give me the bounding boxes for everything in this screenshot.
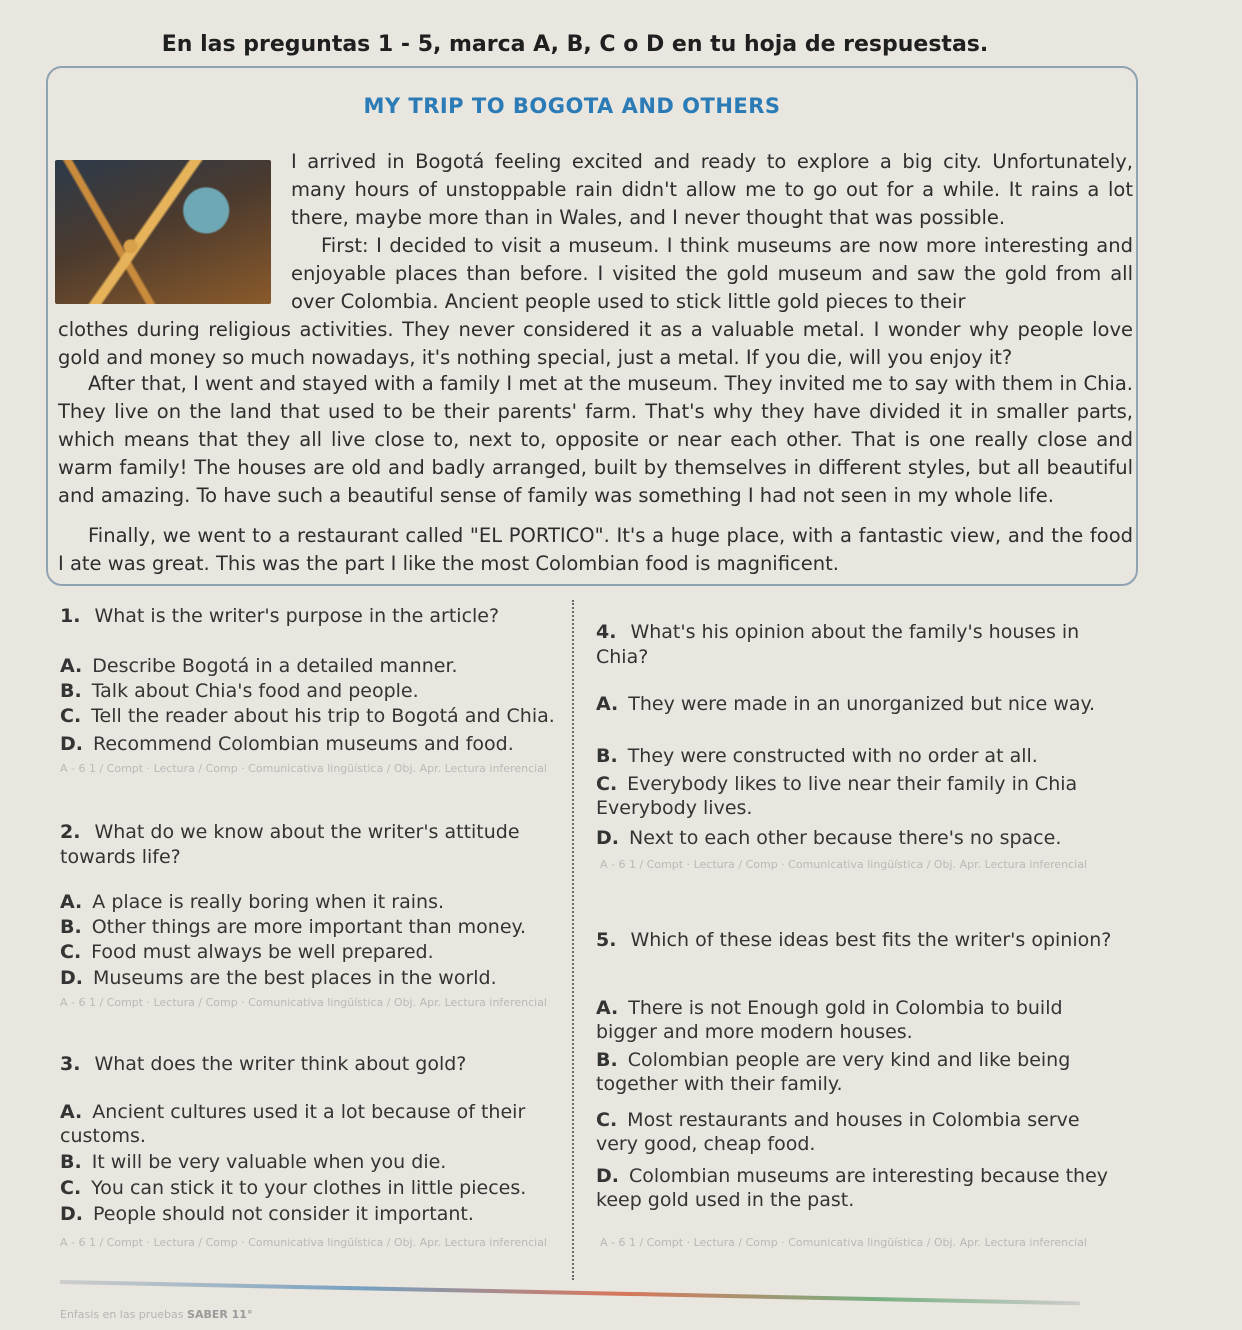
column-divider — [572, 600, 574, 1280]
option-letter: B. — [60, 680, 82, 702]
option-text: They were made in an unorganized but nice way. — [628, 693, 1096, 715]
option-letter: B. — [60, 1151, 82, 1173]
option-text: It will be very valuable when you die. — [91, 1151, 447, 1173]
question-number: 1. — [60, 605, 81, 627]
option-text: Museums are the best places in the world. — [93, 967, 497, 989]
question-2 — [60, 820, 560, 870]
question-number: 5. — [596, 929, 617, 951]
option-letter: D. — [596, 1165, 619, 1187]
option-4b[interactable] — [596, 744, 1126, 768]
article-title: MY TRIP TO BOGOTA AND OTHERS — [363, 94, 781, 118]
option-5b[interactable] — [596, 1048, 1126, 1096]
option-2a[interactable] — [60, 890, 570, 914]
option-text: Recommend Colombian museums and food. — [93, 733, 514, 755]
option-3b[interactable] — [60, 1150, 570, 1174]
question-number: 4. — [596, 621, 617, 643]
option-4a[interactable] — [596, 692, 1126, 716]
paragraph-4-text: Finally, we went to a restaurant called "EL PORTICO". It's a huge place, with a fantastic view, and the food I ate was great. This was the part I like the most Colombian food is magnificent. — [58, 524, 1133, 575]
competency-code: A - 6 1 / Compt · Lectura / Comp · Comunicativa lingüística / Obj. Apr. Lectura inferencial — [600, 858, 1087, 871]
option-letter: A. — [596, 693, 619, 715]
option-4d[interactable] — [596, 826, 1126, 850]
question-1 — [60, 604, 560, 629]
option-letter: C. — [596, 773, 618, 795]
option-5d[interactable] — [596, 1164, 1126, 1212]
question-number: 3. — [60, 1053, 81, 1075]
option-text: Other things are more important than money. — [91, 916, 527, 938]
question-text: Which of these ideas best fits the writer's opinion? — [630, 929, 1112, 951]
option-3d[interactable] — [60, 1202, 570, 1226]
competency-code: A - 6 1 / Compt · Lectura / Comp · Comunicativa lingüística / Obj. Apr. Lectura inferencial — [60, 996, 547, 1009]
question-number: 2. — [60, 821, 81, 843]
option-letter: A. — [596, 997, 619, 1019]
option-letter: B. — [60, 916, 82, 938]
paragraph-4 — [58, 522, 1133, 578]
option-1d[interactable] — [60, 732, 570, 756]
option-text: A place is really boring when it rains. — [92, 891, 445, 913]
option-1c[interactable] — [60, 704, 570, 728]
question-5 — [596, 928, 1126, 953]
instructions: En las preguntas 1 - 5, marca A, B, C o D en tu hoja de respuestas. — [161, 32, 989, 57]
footer-prefix: Enfasis en las pruebas — [60, 1308, 184, 1321]
option-text: Describe Bogotá in a detailed manner. — [92, 655, 458, 677]
paragraph-3-text: After that, I went and stayed with a family I met at the museum. They invited me to say with them in Chia. They live on the land that used to be their parents' farm. That's why they have divided it in smaller parts, which means that they all live close to, next to, opposite or near each other. That is one really close and warm family! The houses are old and badly arranged, built by themselves in different styles, but all beautiful and amazing. To have such a beautiful sense of family was something I had not seen in my whole life. — [58, 372, 1133, 507]
paragraph-1: I arrived in Bogotá feeling excited and ready to explore a big city. Unfortunately, many hours of unstoppable rain didn't allow me to go out for a while. It rains a lot there, maybe more than in Wales, and I never thought that was possible. — [291, 150, 1133, 229]
option-5c[interactable] — [596, 1108, 1126, 1156]
question-4 — [596, 620, 1126, 670]
question-text: What's his opinion about the family's houses in Chia? — [596, 621, 1080, 668]
city-night-photo — [55, 160, 271, 304]
option-text: Food must always be well prepared. — [91, 941, 434, 963]
option-letter: D. — [60, 733, 83, 755]
option-letter: A. — [60, 891, 83, 913]
option-text: Most restaurants and houses in Colombia serve very good, cheap food. — [596, 1109, 1080, 1155]
competency-code: A - 6 1 / Compt · Lectura / Comp · Comunicativa lingüística / Obj. Apr. Lectura inferencial — [600, 1236, 1087, 1249]
option-4c[interactable] — [596, 772, 1126, 820]
option-letter: C. — [60, 1177, 82, 1199]
option-2c[interactable] — [60, 940, 570, 964]
option-5a[interactable] — [596, 996, 1126, 1044]
footer-brand: SABER 11° — [187, 1308, 253, 1321]
option-text: Next to each other because there's no space. — [629, 827, 1062, 849]
option-text: Ancient cultures used it a lot because of their customs. — [60, 1101, 526, 1147]
option-text: Colombian people are very kind and like being together with their family. — [596, 1049, 1071, 1095]
option-letter: A. — [60, 1101, 83, 1123]
option-letter: C. — [596, 1109, 618, 1131]
option-1b[interactable] — [60, 679, 570, 703]
paragraph-3 — [58, 370, 1133, 510]
option-letter: C. — [60, 941, 82, 963]
decorative-footer-line — [60, 1280, 1080, 1305]
option-2d[interactable] — [60, 966, 570, 990]
question-text: What does the writer think about gold? — [94, 1053, 467, 1075]
option-1a[interactable] — [60, 654, 570, 678]
footer — [60, 1308, 252, 1321]
option-letter: B. — [596, 1049, 618, 1071]
option-2b[interactable] — [60, 915, 570, 939]
option-text: Everybody likes to live near their family in Chia Everybody lives. — [596, 773, 1078, 819]
option-letter: A. — [60, 655, 83, 677]
option-text: There is not Enough gold in Colombia to build bigger and more modern houses. — [596, 997, 1063, 1043]
option-letter: D. — [60, 1203, 83, 1225]
question-3 — [60, 1052, 560, 1077]
paragraph-2-continued: clothes during religious activities. They never considered it as a valuable metal. I wonder why people love gold and money so much nowadays, it's nothing special, just a metal. If you die, will you enjoy it? — [58, 318, 1133, 369]
option-text: People should not consider it important. — [93, 1203, 474, 1225]
option-letter: C. — [60, 705, 82, 727]
paragraph-2-text: First: I decided to visit a museum. I think museums are now more interesting and enjoyable places than before. I visited the gold museum and saw the gold from all over Colombia. Ancient people used to stick little gold pieces to their — [291, 234, 1133, 313]
option-3c[interactable] — [60, 1176, 570, 1200]
option-text: You can stick it to your clothes in little pieces. — [91, 1177, 527, 1199]
option-letter: D. — [596, 827, 619, 849]
option-text: Tell the reader about his trip to Bogotá and Chia. — [91, 705, 555, 727]
option-3a[interactable] — [60, 1100, 565, 1148]
option-text: Talk about Chia's food and people. — [91, 680, 419, 702]
option-text: They were constructed with no order at all. — [627, 745, 1038, 767]
option-letter: B. — [596, 745, 618, 767]
question-text: What is the writer's purpose in the article? — [94, 605, 500, 627]
paragraph-2 — [291, 232, 1133, 316]
option-text: Colombian museums are interesting because they keep gold used in the past. — [596, 1165, 1109, 1211]
competency-code: A - 6 1 / Compt · Lectura / Comp · Comunicativa lingüística / Obj. Apr. Lectura inferencial — [60, 762, 547, 775]
competency-code: A - 6 1 / Compt · Lectura / Comp · Comunicativa lingüística / Obj. Apr. Lectura inferencial — [60, 1236, 547, 1249]
question-text: What do we know about the writer's attitude towards life? — [60, 821, 520, 868]
option-letter: D. — [60, 967, 83, 989]
